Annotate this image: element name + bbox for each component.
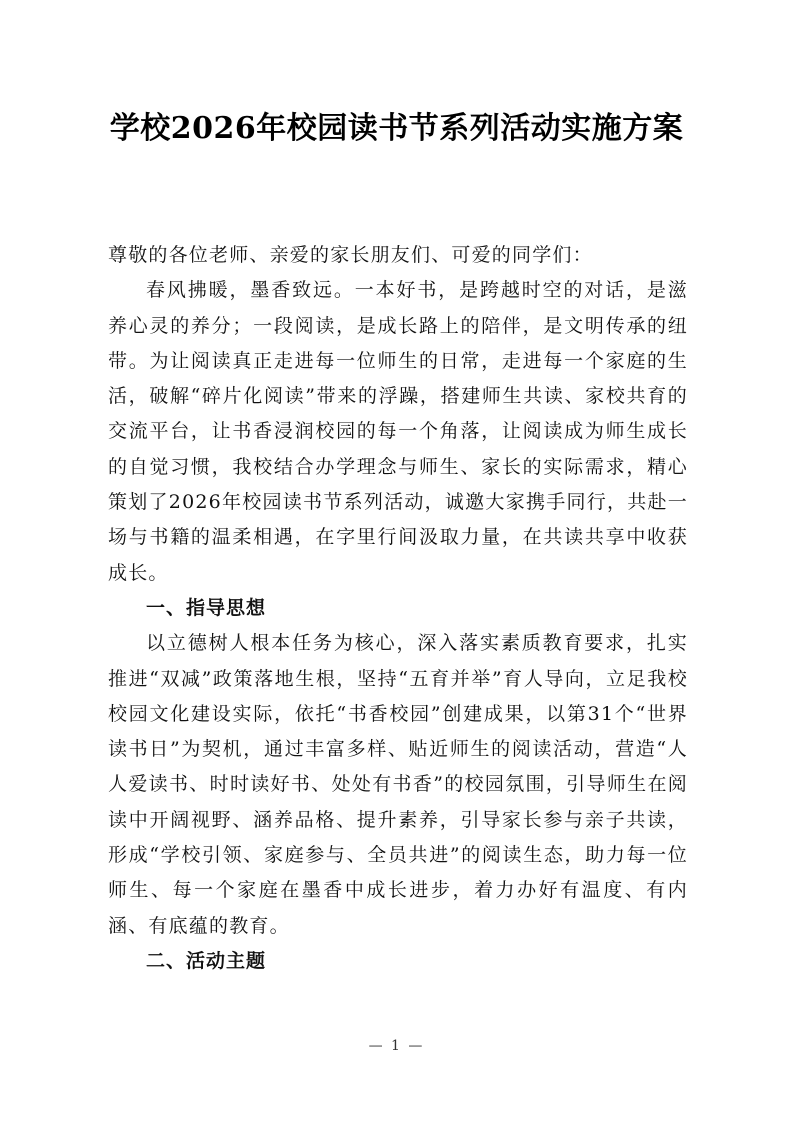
intro-paragraph: 春风拂暖，墨香致远。一本好书，是跨越时空的对话，是滋养心灵的养分；一段阅读，是成长路上的陪伴，是文明传承的纽带。为让阅读真正走进每一位师生的日常，走进每一个家庭的生活，破解“碎片化阅读”带来的浮躁，搭建师生共读、家校共育的交流平台，让书香浸润校园的每一个角落，让阅读成为师生成长的自觉习惯，我校结合办学理念与师生、家长的实际需求，精心策划了2026年校园读书节系列活动，诚邀大家携手同行，共赴一场与书籍的温柔相遇，在字里行间汲取力量，在共读共享中收获成长。	[108, 279, 688, 584]
page-number: — 1 —	[368, 1038, 425, 1054]
document-title: 学校2026年校园读书节系列活动实施方案	[109, 111, 684, 146]
salutation: 尊敬的各位老师、亲爱的家长朋友们、可爱的同学们：	[108, 244, 593, 266]
guiding-ideology-paragraph: 以立德树人根本任务为核心，深入落实素质教育要求，扎实推进“双减”政策落地生根，坚持“五育并举”育人导向，立足我校校园文化建设实际，依托“书香校园”创建成果，以第31个“世界读书日”为契机，通过丰富多样、贴近师生的阅读活动，营造“人人爱读书、时时读好书、处处有书香”的校园氛围，引导师生在阅读中开阔视野、涵养品格、提升素养，引导家长参与亲子共读，形成“学校引领、家庭参与、全员共进”的阅读生态，助力每一位师生、每一个家庭在墨香中成长进步，着力办好有温度、有内涵、有底蕴的教育。	[108, 632, 688, 937]
section-heading-activity-theme: 二、活动主题	[146, 949, 267, 972]
section-heading-guiding-ideology: 一、指导思想	[146, 596, 267, 619]
document-body	[108, 238, 688, 979]
